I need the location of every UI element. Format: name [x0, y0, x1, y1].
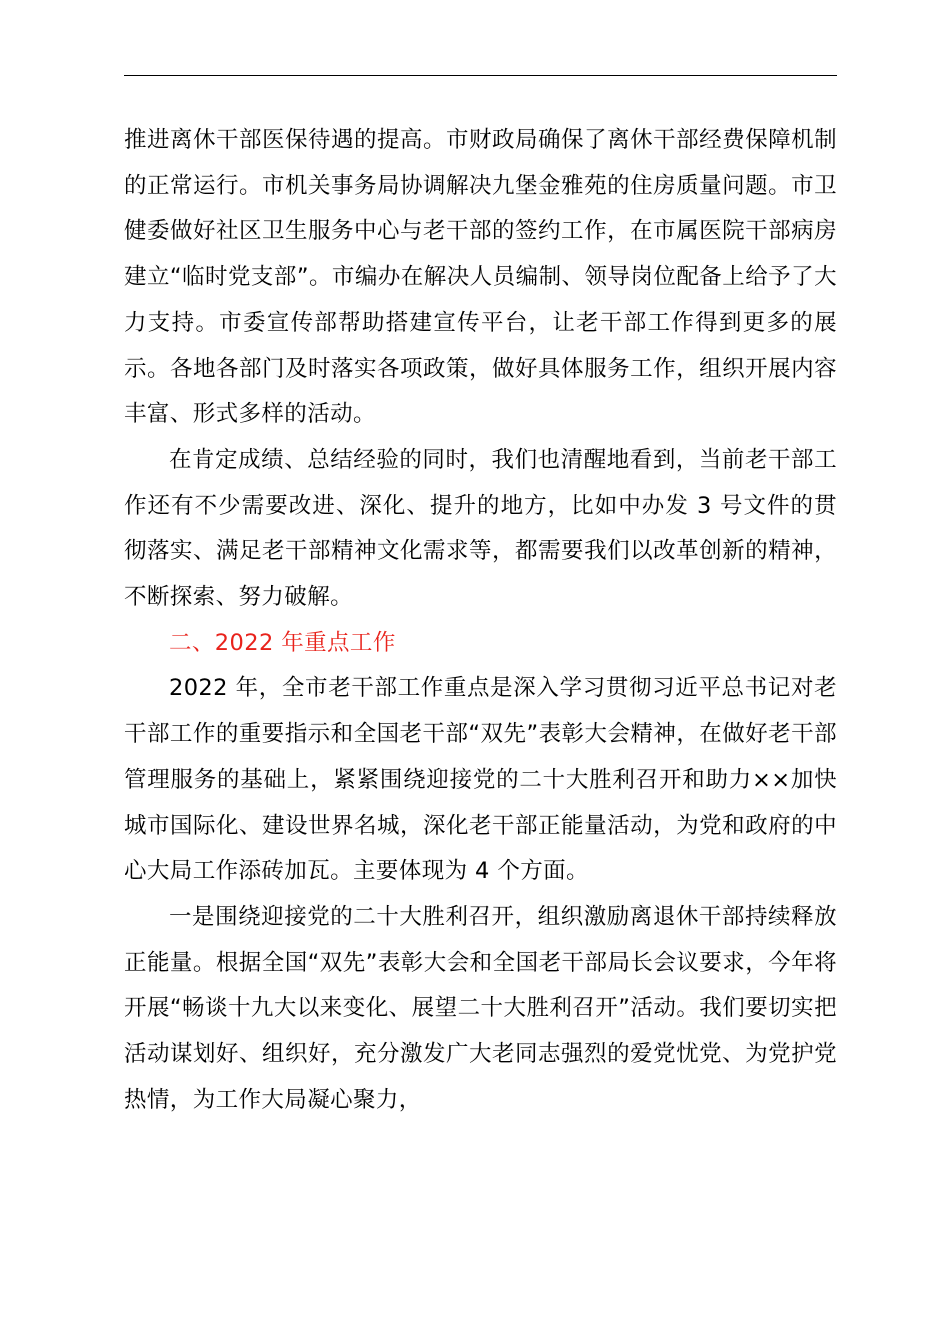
paragraph-continuation: 推进离休干部医保待遇的提高。市财政局确保了离休干部经费保障机制的正常运行。市机关事务局协调解决九堡金雅苑的住房质量问题。市卫健委做好社区卫生服务中心与老干部的签约工作，在市属医院干部病房建立“临时党支部”。市编办在解决人员编制、领导岗位配备上给予了大力支持。市委宣传部帮助搭建宣传平台，让老干部工作得到更多的展示。各地各部门及时落实各项政策，做好具体服务工作，组织开展内容丰富、形式多样的活动。	[124, 127, 837, 428]
document-body	[124, 118, 837, 1123]
section-heading: 二、2022 年重点工作	[169, 629, 396, 656]
paragraph-shortcomings: 在肯定成绩、总结经验的同时，我们也清醒地看到，当前老干部工作还有不少需要改进、深化、提升的地方，比如中办发 3 号文件的贯彻落实、满足老干部精神文化需求等，都需要我们以改革创新的精神，不断探索、努力破解。	[124, 446, 837, 611]
paragraph-2022-focus: 2022 年，全市老干部工作重点是深入学习贯彻习近平总书记对老干部工作的重要指示和全国老干部“双先”表彰大会精神，在做好老干部管理服务的基础上，紧紧围绕迎接党的二十大胜利召开和助力××加快城市国际化、建设世界名城，深化老干部正能量活动，为党和政府的中心大局工作添砖加瓦。主要体现为 4 个方面。	[124, 675, 837, 885]
header-rule	[124, 75, 837, 76]
paragraph-point-one: 一是围绕迎接党的二十大胜利召开，组织激励离退休干部持续释放正能量。根据全国“双先”表彰大会和全国老干部局长会议要求，今年将开展“畅谈十九大以来变化、展望二十大胜利召开”活动。我们要切实把活动谋划好、组织好，充分激发广大老同志强烈的爱党忧党、为党护党热情，为工作大局凝心聚力，	[124, 903, 837, 1113]
